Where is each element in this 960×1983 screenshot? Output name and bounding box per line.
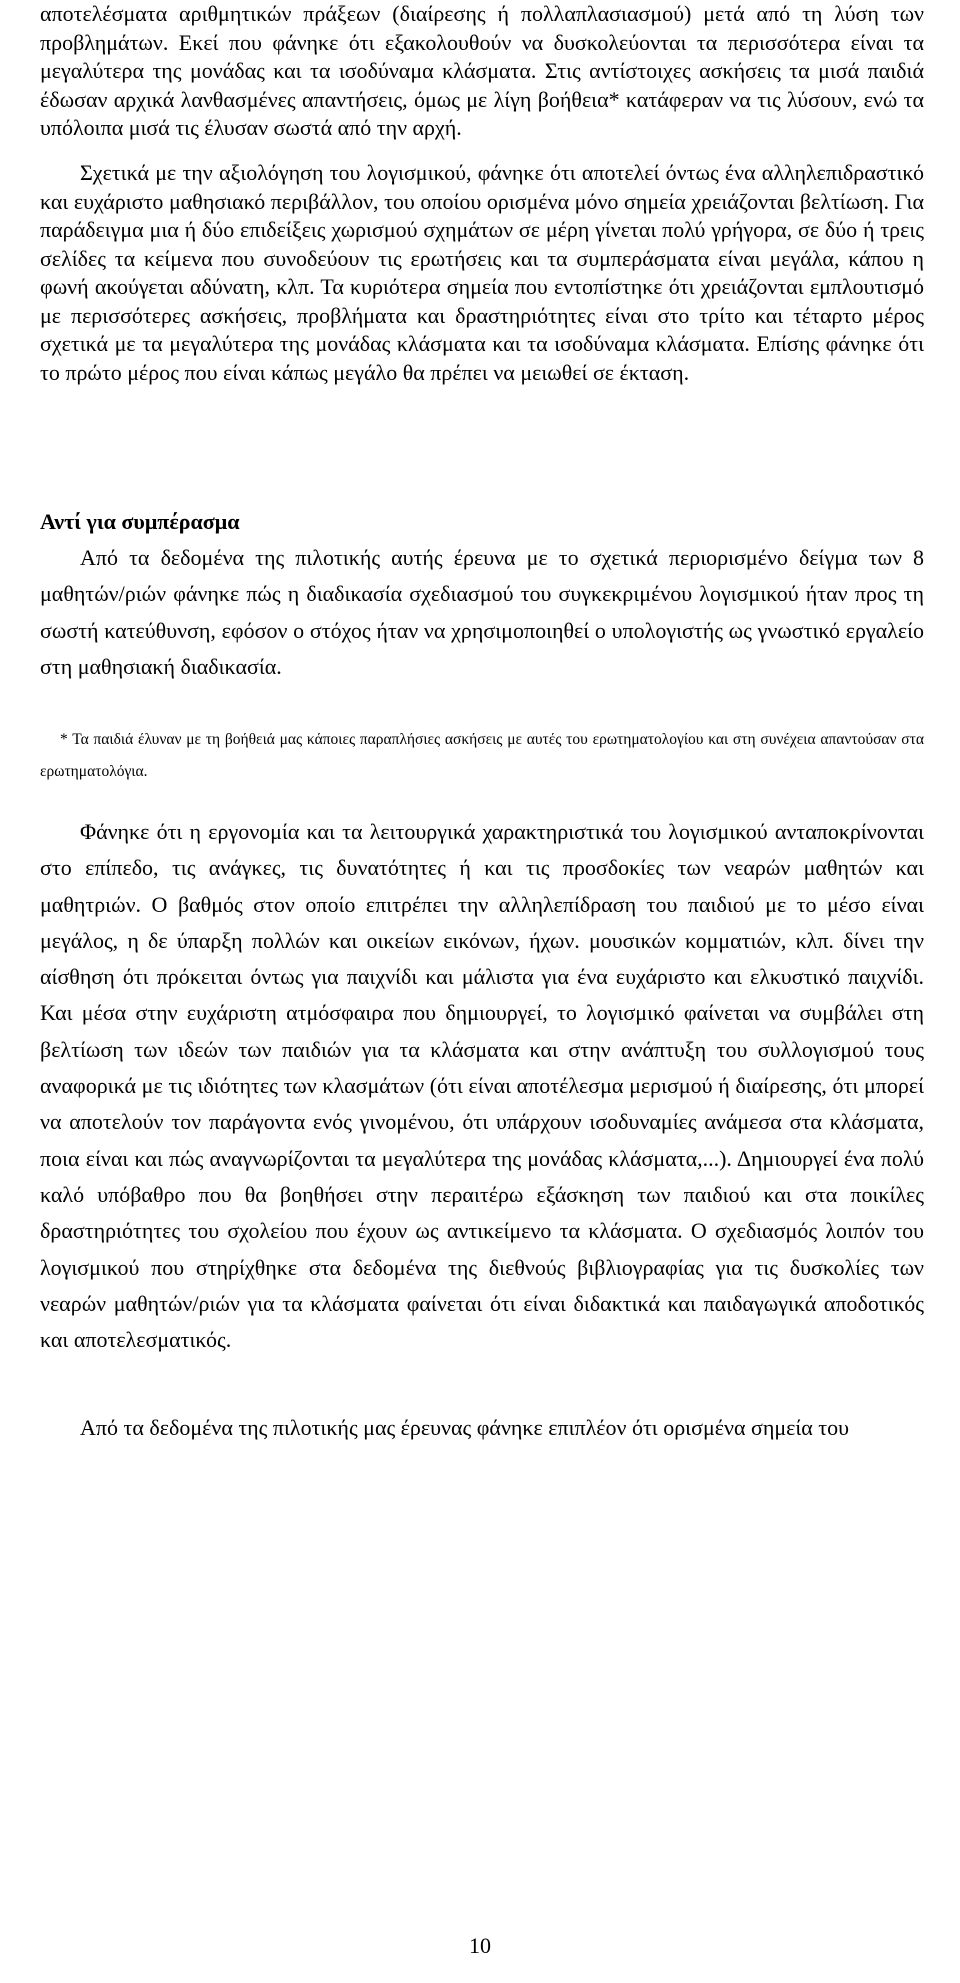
body-paragraph: [40, 1410, 924, 1446]
body-paragraph: [40, 0, 924, 143]
paragraph-text: Φάνηκε ότι η εργονομία και τα λειτουργικά χαρακτηριστικά του λογισμικού ανταποκρίνονται στο επίπεδο, τις ανάγκες, τις δυνατότητες ή και τις προσδοκίες των νεαρών μαθητών και μαθητριών. Ο βαθμός στον οποίο επιτρέπει την αλληλεπίδραση του παιδιού με το μέσο είναι μεγάλος, η δε ύπαρξη πολλών και οικείων εικόνων, ήχων. μουσικών κομματιών, κλπ. δίνει την αίσθηση ότι πρόκειται όντως για παιχνίδι και μάλιστα για ένα ευχάριστο και ελκυστικό παιχνίδι. Και μέσα στην ευχάριστη ατμόσφαιρα που δημιουργεί, το λογισμικό φαίνεται να συμβάλει στη βελτίωση των ιδεών των παιδιών για τα κλάσματα και στην ανάπτυξη του συλλογισμού τους αναφορικά με τις ιδιότητες των κλασμάτων (ότι είναι αποτέλεσμα μερισμού ή διαίρεσης, ότι μπορεί να αποτελούν τον παράγοντα ενός γινομένου, ότι υπάρχουν ισοδυναμίες ανάμεσα στα κλάσματα, ποια είναι και πώς αναγνωρίζονται τα μεγαλύτερα της μονάδας κλάσματα,...). Δημιουργεί ένα πολύ καλό υπόβαθρο που θα βοηθήσει στην περαιτέρω εξάσκηση των παιδιού και στα ποικίλες δραστηριότητες του σχολείου που έχουν ως αντικείμενο τα κλάσματα. Ο σχεδιασμός λοιπόν του λογισμικού που στηρίχθηκε στα δεδομένα της διεθνούς βιβλιογραφίας για τις δυσκολίες των νεαρών μαθητών/ριών για τα κλάσματα φαίνεται ότι είναι διδακτικά και παιδαγωγικά αποδοτικός και αποτελεσματικός.: [40, 819, 924, 1353]
paragraph-text: Σχετικά με την αξιολόγηση του λογισμικού, φάνηκε ότι αποτελεί όντως ένα αλληλεπιδραστικό και ευχάριστο μαθησιακό περιβάλλον, του οποίου ορισμένα μόνο σημεία χρειάζονται βελτίωση. Για παράδειγμα μια ή δύο επιδείξεις χωρισμού σχημάτων σε μέρη γίνεται πολύ γρήγορα, σε δύο ή τρεις σελίδες τα κείμενα που συνοδεύουν τις ερωτήσεις και τα συμπεράσματα είναι μεγάλα, κάπου η φωνή ακούγεται αδύνατη, κλπ. Τα κυριότερα σημεία που εντοπίστηκε ότι χρειάζονται εμπλουτισμό με περισσότερες ασκήσεις, προβλήματα και δραστηριότητες είναι στο τρίτο και τέταρτο μέρος σχετικά με τα μεγαλύτερα της μονάδας κλάσματα και τα ισοδύναμα κλάσματα. Επίσης φάνηκε ότι το πρώτο μέρος που είναι κάπως μεγάλο θα πρέπει να μειωθεί σε έκταση.: [40, 160, 924, 385]
footnote-text: * Τα παιδιά έλυναν με τη βοήθειά μας κάποιες παραπλήσιες ασκήσεις με αυτές του ερωτηματολογίου και στη συνέχεια απαντούσαν στα ερωτηματολόγια.: [40, 731, 924, 780]
paragraph-text: αποτελέσματα αριθμητικών πράξεων (διαίρεσης ή πολλαπλασιασμού) μετά από τη λύση των προβλημάτων. Εκεί που φάνηκε ότι εξακολουθούν να δυσκολεύονται τα περισσότερα είναι τα μεγαλύτερα της μονάδας και τα ισοδύναμα κλάσματα. Στις αντίστοιχες ασκήσεις τα μισά παιδιά έδωσαν αρχικά λανθασμένες απαντήσεις, όμως με λίγη βοήθεια* κατάφεραν να τις λύσουν, ενώ τα υπόλοιπα μισά τις έλυσαν σωστά από την αρχή.: [40, 1, 924, 140]
body-paragraph: [40, 814, 924, 1358]
footnote: [40, 724, 924, 787]
paragraph-text: Από τα δεδομένα της πιλοτικής αυτής έρευνα με το σχετικά περιορισμένο δείγμα των 8 μαθητών/ριών φάνηκε πώς η διαδικασία σχεδιασμού του συγκεκριμένου λογισμικού ήταν προς τη σωστή κατεύθυνση, εφόσον ο στόχος ήταν να χρησιμοποιηθεί ο υπολογιστής ως γνωστικό εργαλείο στη μαθησιακή διαδικασία.: [40, 545, 924, 679]
paragraph-text: Από τα δεδομένα της πιλοτικής μας έρευνας φάνηκε επιπλέον ότι ορισμένα σημεία του: [80, 1415, 850, 1440]
body-paragraph: [40, 159, 924, 387]
conclusion-paragraph: [40, 540, 924, 685]
section-heading: Αντί για συμπέρασμα: [40, 509, 240, 534]
page-number: 10: [469, 1933, 491, 1958]
